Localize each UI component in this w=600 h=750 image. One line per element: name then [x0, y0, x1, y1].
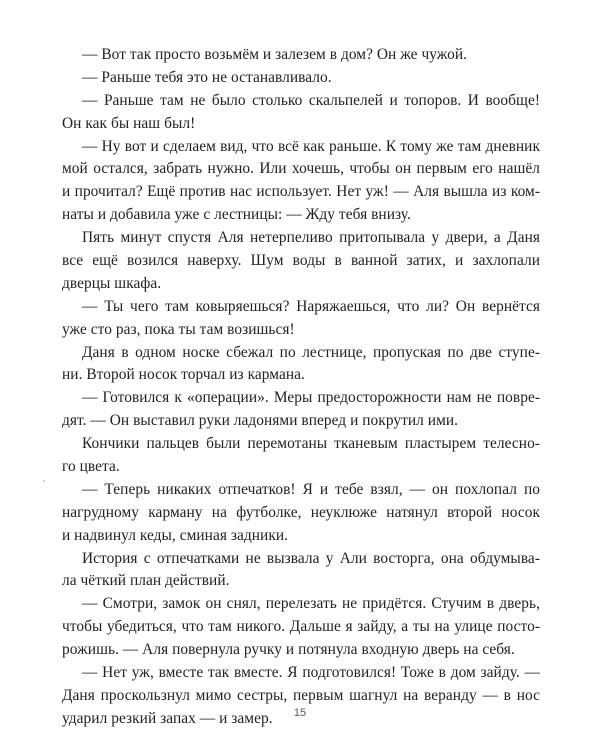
text-line: Он как бы наш был!	[62, 114, 196, 132]
text-line: дверцы шкафа.	[62, 274, 162, 292]
text-line: ни. Второй носок торчал из кармана.	[62, 366, 305, 384]
paragraph	[62, 342, 540, 388]
text-line: нагрудному карману на футболке, неуклюже натянул второй носок	[62, 503, 540, 521]
scan-speck	[43, 480, 45, 482]
text-line: — Раньше тебя это не останавливало.	[82, 68, 332, 86]
text-line: уже сто раз, пока ты там возишься!	[62, 320, 295, 338]
text-line: и надвинул кеды, сминая задники.	[62, 526, 289, 544]
paragraph	[62, 593, 540, 662]
text-line: — Вот так просто возьмём и залезем в дом? Он же чужой.	[82, 46, 468, 63]
paragraph	[62, 479, 540, 548]
page-number: 15	[293, 707, 307, 719]
text-line: дят. — Он выставил руки ладонями вперед и покрутил ими.	[62, 412, 459, 430]
text-line: мой остался, забрать нужно. Или хочешь, чтобы он первым его нашёл	[62, 160, 540, 178]
text-line: рожишь. — Аля повернула ручку и потянула входную дверь на себя.	[62, 641, 515, 659]
text-line: Даня в одном носке сбежал по лестнице, пропуская по две ступе-	[82, 343, 540, 361]
text-line: История с отпечатками не вызвала у Али восторга, она обдумыва-	[82, 549, 540, 567]
text-line: го цвета.	[62, 458, 120, 476]
text-line: наты и добавила уже с лестницы: — Жду тебя внизу.	[62, 206, 411, 224]
text-line: Даня проскользнул мимо сестры, первым шагнул на веранду — в нос	[62, 686, 540, 704]
paragraph	[62, 44, 540, 67]
text-line: — Смотри, замок он снял, перелезать не придётся. Стучим в дверь,	[82, 595, 540, 613]
paragraph	[62, 296, 540, 342]
paragraph	[62, 90, 540, 136]
text-line: Пять минут спустя Аля нетерпеливо притопывала у двери, а Даня	[82, 229, 540, 247]
text-line: все ещё возился наверху. Шум воды в ванной затих, и захлопали	[62, 252, 540, 270]
text-line: и прочитал? Ещё против нас использует. Нет уж! — Аля вышла из ком-	[62, 183, 540, 201]
text-line: — Раньше там не было столько скальпелей и топоров. И вообще!	[82, 91, 540, 109]
paragraph	[62, 433, 540, 479]
paragraph	[62, 227, 540, 296]
text-line: Кончики пальцев были перемотаны тканевым пластырем телесно-	[82, 435, 540, 453]
text-line: — Нет уж, вместе так вместе. Я подготовился! Тоже в дом зайду. —	[82, 664, 540, 682]
paragraph	[62, 548, 540, 594]
text-line: — Ты чего там ковыряешься? Наряжаешься, что ли? Он вернётся	[82, 297, 540, 315]
paragraph	[62, 136, 540, 228]
paragraph	[62, 67, 540, 90]
paragraph	[62, 387, 540, 433]
text-line: ла чёткий план действий.	[62, 572, 230, 590]
body-text	[62, 44, 540, 731]
text-line: чтобы убедиться, что там никого. Дальше я зайду, а ты на улице посто-	[62, 618, 540, 636]
text-line: — Готовился к «операции». Меры предосторожности нам не повре-	[82, 389, 540, 407]
text-line: — Теперь никаких отпечатков! Я и тебе взял, — он похлопал по	[82, 480, 540, 498]
text-line: ударил резкий запах — и замер.	[62, 709, 273, 727]
paragraph	[62, 662, 540, 731]
text-line: — Ну вот и сделаем вид, что всё как раньше. К тому же там дневник	[82, 137, 540, 155]
